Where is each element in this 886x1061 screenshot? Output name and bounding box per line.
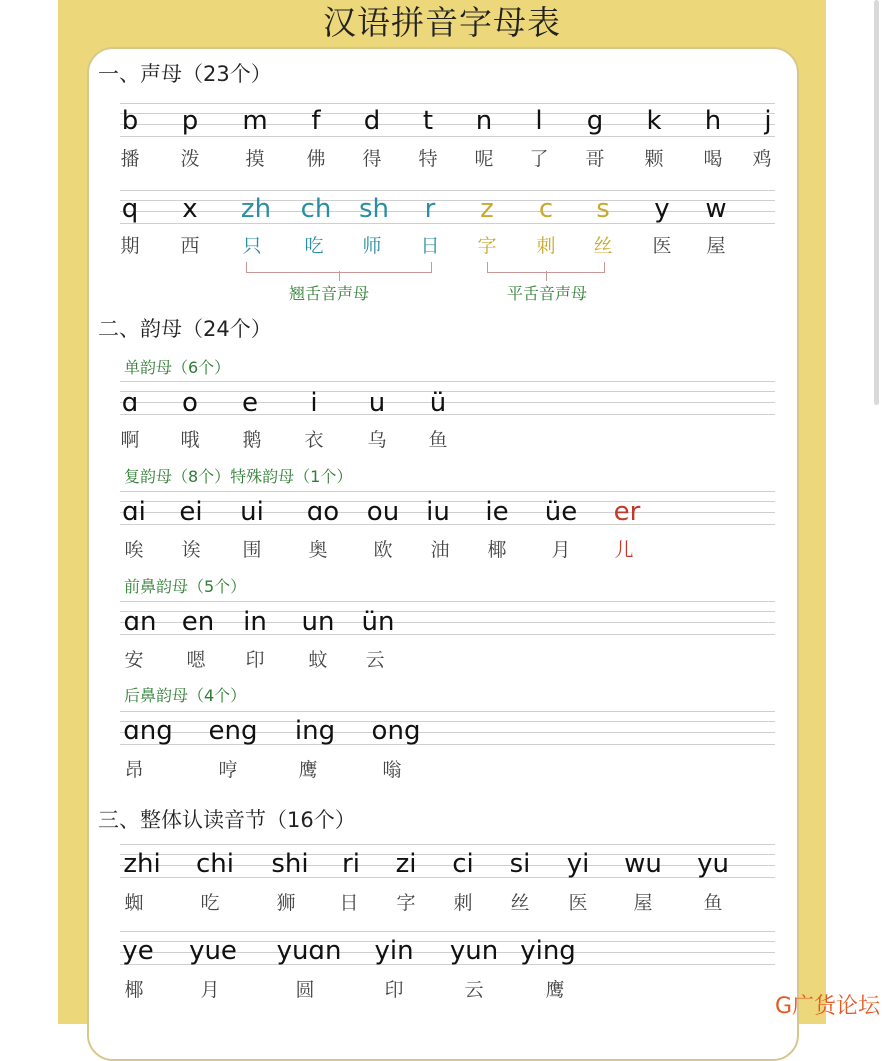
pinyin-letter: ɑ [121, 388, 139, 418]
example-character: 鹰 [298, 759, 318, 781]
section-heading-finals: 二、韵母（24个） [98, 317, 272, 341]
pinyin-letter: i [310, 388, 318, 418]
example-character: 印 [384, 979, 404, 1001]
pinyin-letter: un [301, 607, 335, 637]
example-character: 泼 [180, 148, 200, 170]
example-character: 特 [418, 148, 438, 170]
example-character: 颗 [644, 148, 664, 170]
section-heading-initials: 一、声母（23个） [98, 62, 272, 86]
example-character: 日 [420, 235, 440, 257]
example-character: 云 [365, 649, 385, 671]
example-character: 西 [180, 235, 200, 257]
pinyin-letter: iu [426, 497, 450, 527]
pinyin-letter: er [613, 497, 641, 527]
pinyin-letter: sh [358, 194, 390, 224]
example-character: 摸 [245, 148, 265, 170]
example-character: 医 [568, 892, 588, 914]
pinyin-letter: ɑi [122, 497, 146, 527]
example-character: 字 [396, 892, 416, 914]
example-character: 乌 [367, 429, 387, 451]
example-character: 哥 [585, 148, 605, 170]
example-character: 佛 [306, 148, 326, 170]
pinyin-letter: ɑn [123, 607, 157, 637]
single-finals-label: 单韵母（6个） [124, 358, 231, 377]
pinyin-letter: ye [122, 936, 154, 966]
pinyin-letter: p [181, 106, 199, 136]
example-character: 印 [245, 649, 265, 671]
front-nasal-label: 前鼻韵母（5个） [124, 577, 247, 596]
scrollbar[interactable] [874, 0, 879, 405]
pinyin-letter: en [181, 607, 215, 637]
page-title: 汉语拼音字母表 [323, 3, 561, 42]
example-character: 狮 [276, 892, 296, 914]
example-character: 围 [242, 539, 262, 561]
example-character: 屋 [633, 892, 653, 914]
example-character: 欧 [373, 539, 393, 561]
example-character: 师 [362, 235, 382, 257]
pinyin-letter: ie [485, 497, 509, 527]
pinyin-letter: in [243, 607, 267, 637]
pinyin-letter: yun [449, 936, 499, 966]
writing-lines [120, 190, 775, 224]
example-character: 嗯 [186, 649, 206, 671]
pinyin-letter: üe [544, 497, 578, 527]
writing-lines [120, 601, 775, 635]
pinyin-letter: chi [196, 849, 234, 879]
pinyin-letter: ü [429, 388, 447, 418]
pinyin-letter: s [596, 194, 610, 224]
pinyin-letter: yue [189, 936, 237, 966]
pinyin-letter: ying [520, 936, 576, 966]
pinyin-letter: yuɑn [276, 936, 342, 966]
example-character: 得 [362, 148, 382, 170]
example-character: 哦 [180, 429, 200, 451]
example-character: 喝 [703, 148, 723, 170]
pinyin-letter: k [646, 106, 662, 136]
pinyin-letter: d [363, 106, 381, 136]
pinyin-letter: l [535, 106, 543, 136]
example-character: 昂 [124, 759, 144, 781]
example-character: 云 [464, 979, 484, 1001]
pinyin-letter: g [586, 106, 604, 136]
example-character: 嗡 [382, 759, 402, 781]
example-character: 期 [120, 235, 140, 257]
example-character: 屋 [706, 235, 726, 257]
example-character: 哼 [218, 759, 238, 781]
pinyin-letter: zi [395, 849, 417, 879]
example-character: 日 [339, 892, 359, 914]
example-character: 刺 [453, 892, 473, 914]
pinyin-letter: eng [208, 716, 258, 746]
example-character: 医 [652, 235, 672, 257]
back-nasal-label: 后鼻韵母（4个） [124, 686, 247, 705]
example-character: 安 [124, 649, 144, 671]
example-character: 椰 [124, 979, 144, 1001]
example-character: 了 [529, 148, 549, 170]
example-character: 儿 [614, 539, 634, 561]
example-character: 月 [200, 979, 220, 1001]
pinyin-letter: c [538, 194, 554, 224]
example-character: 啊 [120, 429, 140, 451]
writing-lines [120, 103, 775, 137]
example-character: 字 [477, 235, 497, 257]
example-character: 丝 [510, 892, 530, 914]
pinyin-letter: w [705, 194, 727, 224]
pinyin-letter: e [242, 388, 258, 418]
flat-tongue-bracket [487, 262, 605, 273]
pinyin-letter: ong [371, 716, 421, 746]
forum-watermark: G广货论坛 [774, 994, 880, 1019]
example-character: 蚊 [308, 649, 328, 671]
pinyin-letter: t [422, 106, 434, 136]
pinyin-letter: z [480, 194, 494, 224]
example-character: 鸡 [752, 148, 772, 170]
example-character: 鱼 [428, 429, 448, 451]
retroflex-bracket [246, 262, 432, 273]
pinyin-letter: ch [300, 194, 332, 224]
pinyin-letter: zhi [123, 849, 161, 879]
section-heading-whole-syllables: 三、整体认读音节（16个） [98, 808, 356, 832]
pinyin-letter: u [368, 388, 386, 418]
pinyin-letter: ɑo [306, 497, 340, 527]
pinyin-letter: b [121, 106, 139, 136]
pinyin-letter: ci [452, 849, 474, 879]
example-character: 月 [551, 539, 571, 561]
pinyin-letter: r [424, 194, 436, 224]
compound-finals-label: 复韵母（8个）特殊韵母（1个） [124, 467, 353, 486]
example-character: 衣 [304, 429, 324, 451]
pinyin-letter: ri [342, 849, 360, 879]
example-character: 播 [120, 148, 140, 170]
example-character: 蜘 [124, 892, 144, 914]
pinyin-letter: yi [566, 849, 590, 879]
example-character: 鱼 [703, 892, 723, 914]
example-character: 鹅 [242, 429, 262, 451]
pinyin-letter: ing [294, 716, 336, 746]
pinyin-letter: ün [361, 607, 395, 637]
pinyin-letter: q [121, 194, 139, 224]
pinyin-letter: yu [697, 849, 729, 879]
retroflex-label: 翘舌音声母 [288, 284, 370, 303]
example-character: 鹰 [545, 979, 565, 1001]
example-character: 圆 [295, 979, 315, 1001]
pinyin-letter: ou [366, 497, 400, 527]
pinyin-letter: j [764, 106, 772, 136]
pinyin-letter: f [311, 106, 321, 136]
example-character: 吃 [200, 892, 220, 914]
example-character: 呢 [474, 148, 494, 170]
pinyin-letter: shi [271, 849, 309, 879]
example-character: 丝 [593, 235, 613, 257]
pinyin-letter: n [475, 106, 493, 136]
pinyin-letter: ei [179, 497, 203, 527]
writing-lines [120, 381, 775, 415]
example-character: 刺 [536, 235, 556, 257]
example-character: 油 [430, 539, 450, 561]
pinyin-letter: si [509, 849, 531, 879]
pinyin-letter: ui [240, 497, 264, 527]
example-character: 椰 [487, 539, 507, 561]
pinyin-letter: yin [374, 936, 414, 966]
pinyin-letter: ɑng [123, 716, 173, 746]
example-character: 奥 [308, 539, 328, 561]
flat-tongue-label: 平舌音声母 [506, 284, 588, 303]
pinyin-letter: o [182, 388, 198, 418]
example-character: 只 [242, 235, 262, 257]
pinyin-letter: wu [624, 849, 662, 879]
pinyin-letter: y [654, 194, 670, 224]
pinyin-letter: m [242, 106, 268, 136]
pinyin-letter: x [182, 194, 198, 224]
pinyin-letter: h [704, 106, 722, 136]
example-character: 唉 [124, 539, 144, 561]
example-character: 诶 [181, 539, 201, 561]
example-character: 吃 [304, 235, 324, 257]
pinyin-letter: zh [240, 194, 272, 224]
